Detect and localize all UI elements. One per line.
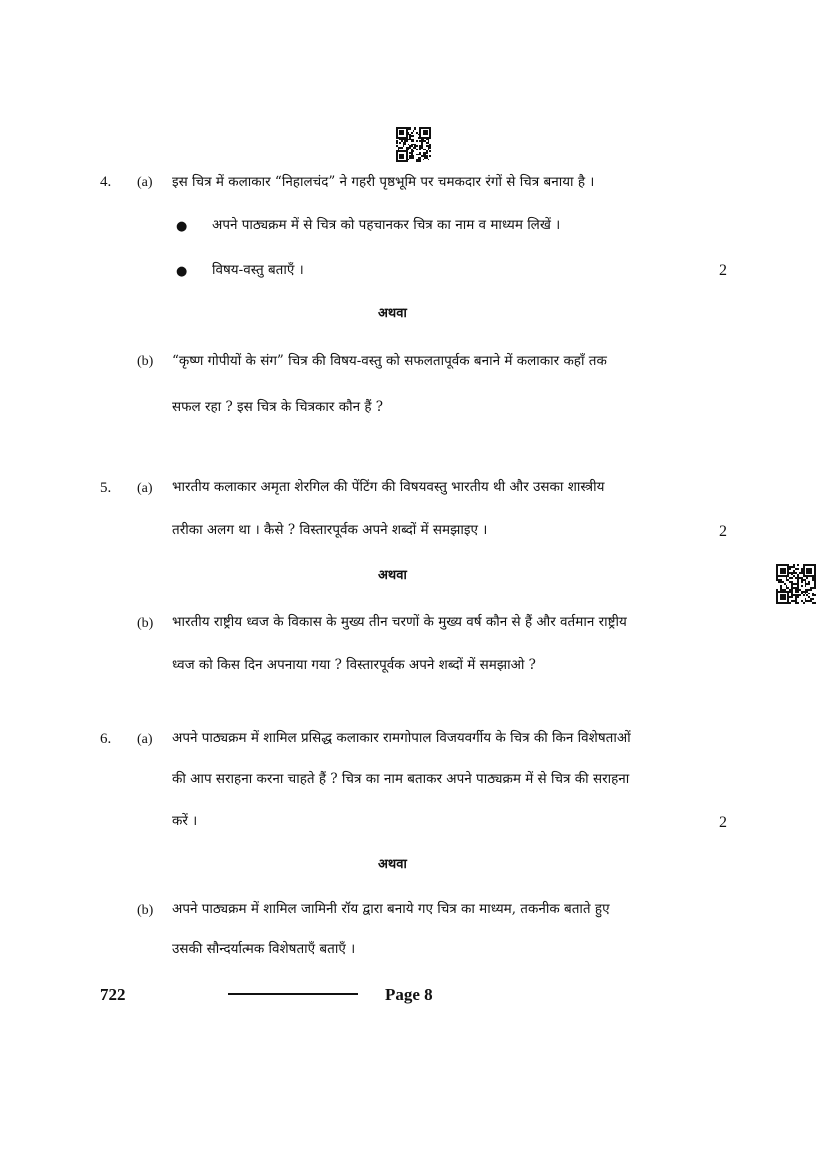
marks: 2 bbox=[719, 523, 727, 540]
question-text: “कृष्ण गोपीयों के संग” चित्र की विषय-वस्तु को सफलतापूर्वक बनाने में कलाकार कहाँ तक bbox=[172, 353, 607, 369]
question-text: भारतीय राष्ट्रीय ध्वज के विकास के मुख्य तीन चरणों के मुख्य वर्ष कौन से हैं और वर्तमान राष्ट्रीय bbox=[172, 614, 627, 630]
question-text: ध्वज को किस दिन अपनाया गया ? विस्तारपूर्वक अपने शब्दों में समझाओ ? bbox=[172, 657, 536, 673]
bullet-icon: ● bbox=[176, 264, 188, 279]
page-number: Page 8 bbox=[385, 985, 433, 1004]
question-text: करें । bbox=[172, 813, 198, 829]
question-text: अपने पाठ्यक्रम में शामिल प्रसिद्ध कलाकार रामगोपाल विजयवर्गीय के चित्र की किन विशेषताओं bbox=[172, 730, 631, 746]
part-label: (b) bbox=[137, 354, 154, 369]
question-text: भारतीय कलाकार अमृता शेरगिल की पेंटिंग की विषयवस्तु भारतीय थी और उसका शास्त्रीय bbox=[172, 479, 605, 495]
question-text: उसकी सौन्दर्यात्मक विशेषताएँ बताएँ । bbox=[172, 941, 356, 957]
footer-rule bbox=[228, 993, 358, 995]
or-separator: अथवा bbox=[378, 306, 407, 321]
question-text: अपने पाठ्यक्रम में शामिल जामिनी रॉय द्वारा बनाये गए चित्र का माध्यम, तकनीक बताते हुए bbox=[172, 901, 610, 917]
part-label: (b) bbox=[137, 903, 154, 918]
part-label: (b) bbox=[137, 616, 154, 631]
bullet-text: विषय-वस्तु बताएँ । bbox=[212, 262, 304, 278]
question-number: 4. bbox=[100, 174, 112, 190]
paper-code: 722 bbox=[100, 985, 126, 1004]
marks: 2 bbox=[719, 814, 727, 831]
marks: 2 bbox=[719, 262, 727, 279]
question-text: की आप सराहना करना चाहते हैं ? चित्र का नाम बताकर अपने पाठ्यक्रम में से चित्र की सराहना bbox=[172, 771, 630, 787]
qr-code-side bbox=[776, 564, 816, 604]
bullet-icon: ● bbox=[176, 219, 188, 234]
bullet-text: अपने पाठ्यक्रम में से चित्र को पहचानकर चित्र का नाम व माध्यम लिखें । bbox=[212, 217, 561, 233]
question-number: 5. bbox=[100, 480, 112, 496]
qr-code-top bbox=[396, 127, 431, 162]
question-text: इस चित्र में कलाकार “निहालचंद” ने गहरी पृष्ठभूमि पर चमकदार रंगों से चित्र बनाया है । bbox=[172, 174, 595, 190]
question-text: तरीका अलग था । कैसे ? विस्तारपूर्वक अपने शब्दों में समझाइए । bbox=[172, 522, 488, 538]
or-separator: अथवा bbox=[378, 857, 407, 872]
part-label: (a) bbox=[137, 175, 153, 190]
question-number: 6. bbox=[100, 731, 112, 747]
question-text: सफल रहा ? इस चित्र के चित्रकार कौन हैं ? bbox=[172, 399, 384, 415]
part-label: (a) bbox=[137, 481, 153, 496]
part-label: (a) bbox=[137, 732, 153, 747]
or-separator: अथवा bbox=[378, 568, 407, 583]
